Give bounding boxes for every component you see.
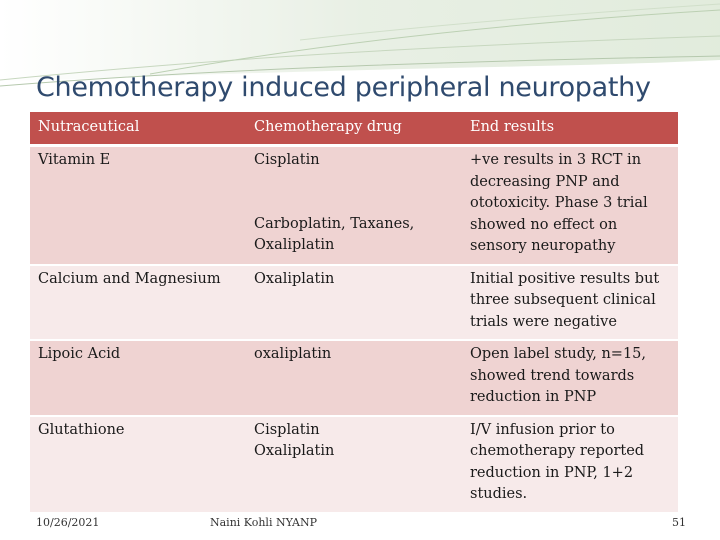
slide-title: Chemotherapy induced peripheral neuropathy xyxy=(36,72,651,103)
cell-nutraceutical: Vitamin E xyxy=(30,146,246,265)
table-row xyxy=(30,265,678,341)
table-row xyxy=(30,340,678,416)
cell-nutraceutical: Calcium and Magnesium xyxy=(30,265,246,341)
footer-author: Naini Kohli NYANP xyxy=(210,516,317,529)
cell-drug-line: Oxaliplatin xyxy=(254,443,335,459)
cell-drug xyxy=(246,416,462,513)
table-row xyxy=(30,416,678,513)
cell-drug xyxy=(246,265,462,341)
footer-date: 10/26/2021 xyxy=(36,516,100,529)
nutraceutical-table xyxy=(30,112,678,514)
cell-nutraceutical: Glutathione xyxy=(30,416,246,513)
header-end-results: End results xyxy=(462,112,678,146)
footer-page-number: 51 xyxy=(672,516,686,529)
cell-result: Open label study, n=15, showed trend towards reduction in PNP xyxy=(462,340,678,416)
cell-result: I/V infusion prior to chemotherapy reported reduction in PNP, 1+2 studies. xyxy=(462,416,678,513)
cell-drug-line: Cisplatin xyxy=(254,421,320,438)
cell-result: Initial positive results but three subsequent clinical trials were negative xyxy=(462,265,678,341)
header-nutraceutical: Nutraceutical xyxy=(30,112,246,146)
cell-drug-line: Oxaliplatin xyxy=(254,270,335,287)
header-chemotherapy-drug: Chemotherapy drug xyxy=(246,112,462,146)
cell-drug xyxy=(246,340,462,416)
cell-drug-line: oxaliplatin xyxy=(254,346,332,362)
cell-drug xyxy=(246,146,462,265)
cell-drug-line: Carboplatin, Taxanes, Oxaliplatin xyxy=(254,215,415,253)
cell-nutraceutical: Lipoic Acid xyxy=(30,340,246,416)
cell-result: +ve results in 3 RCT in decreasing PNP and ototoxicity. Phase 3 trial showed no effect on sensory neuropathy xyxy=(462,146,678,265)
table-row xyxy=(30,146,678,265)
table-header-row xyxy=(30,112,678,146)
cell-drug-line: Cisplatin xyxy=(254,152,320,168)
